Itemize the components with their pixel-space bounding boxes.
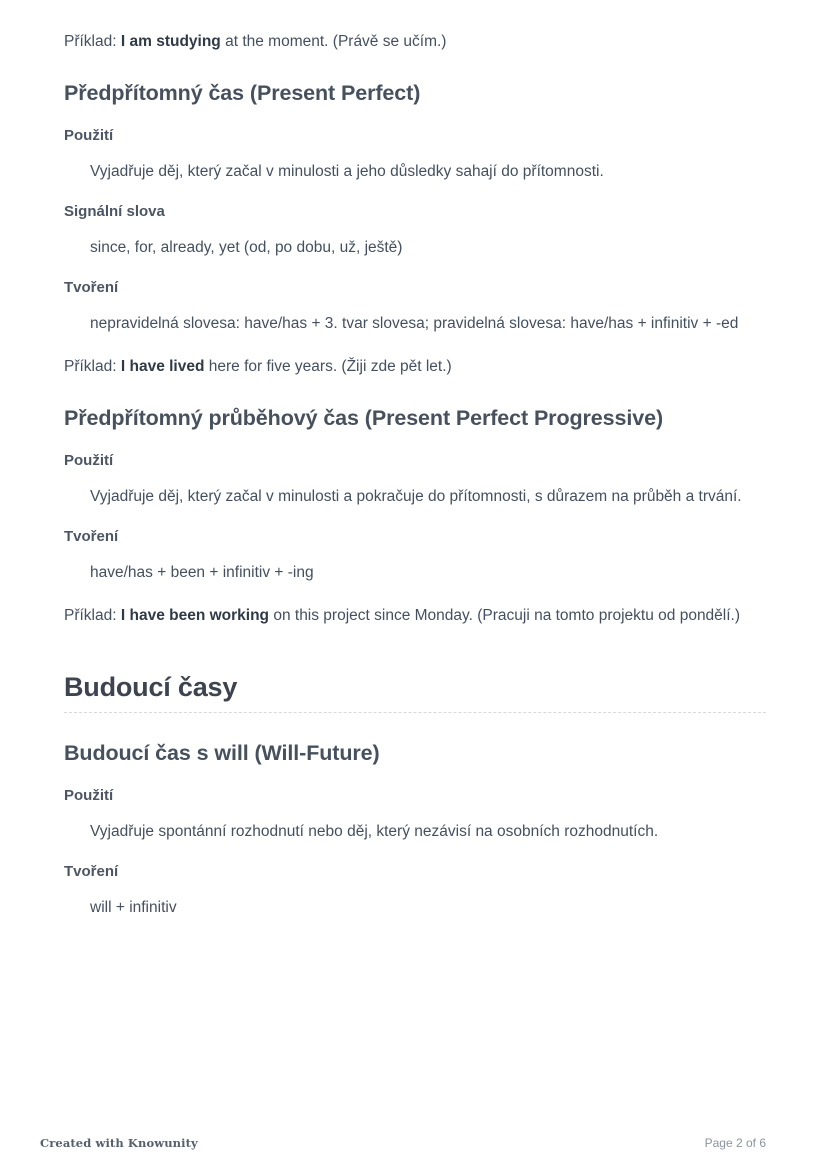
example-bold: I am studying <box>120 33 221 50</box>
example-label: Příklad: <box>64 358 117 375</box>
example-bold: I have lived <box>120 358 205 375</box>
example-rest: at the moment. (Právě se učím.) <box>220 33 447 50</box>
indented-text: Vyjadřuje spontánní rozhodnutí nebo děj, který nezávisí na osobních rozhodnutích. <box>90 822 659 840</box>
subheading-formation: Tvoření <box>64 278 119 296</box>
heading-present-perfect-progressive: Předpřítomný průběhový čas (Present Perfect Progressive) <box>64 406 664 431</box>
example-label: Příklad: <box>64 33 117 50</box>
footer-page-number: Page 2 of 6 <box>704 1136 766 1150</box>
section-title-future-tenses: Budoucí časy <box>64 672 766 713</box>
subheading-formation: Tvoření <box>64 862 119 880</box>
subheading-usage: Použití <box>64 451 114 469</box>
example-label: Příklad: <box>64 606 117 624</box>
example-line <box>64 30 766 54</box>
indented-text: Vyjadřuje děj, který začal v minulosti a pokračuje do přítomnosti, s důrazem na průběh a trvání. <box>90 487 742 505</box>
indented-text: have/has + been + infinitiv + -ing <box>90 563 314 581</box>
indented-text: nepravidelná slovesa: have/has + 3. tvar slovesa; pravidelná slovesa: have/has + infinitiv + -ed <box>90 314 739 332</box>
page-footer <box>0 1115 828 1171</box>
example-rest: here for five years. (Žiji zde pět let.) <box>204 358 452 375</box>
indented-text: since, for, already, yet (od, po dobu, už, ještě) <box>90 238 403 256</box>
subheading-signal-words: Signální slova <box>64 202 165 220</box>
subheading-usage: Použití <box>64 126 114 144</box>
example-line <box>64 355 766 379</box>
footer-brand: Created with Knowunity <box>40 1136 198 1150</box>
example-bold: I have been working <box>120 606 270 624</box>
indented-text: will + infinitiv <box>90 898 177 916</box>
example-line <box>64 604 764 628</box>
subheading-formation: Tvoření <box>64 527 119 545</box>
heading-present-perfect: Předpřítomný čas (Present Perfect) <box>64 81 421 106</box>
indented-text: Vyjadřuje děj, který začal v minulosti a jeho důsledky sahají do přítomnosti. <box>90 162 604 180</box>
example-rest: on this project since Monday. (Pracuji na tomto projektu od pondělí.) <box>269 606 741 624</box>
heading-will-future: Budoucí čas s will (Will-Future) <box>64 741 380 765</box>
subheading-usage: Použití <box>64 786 114 804</box>
